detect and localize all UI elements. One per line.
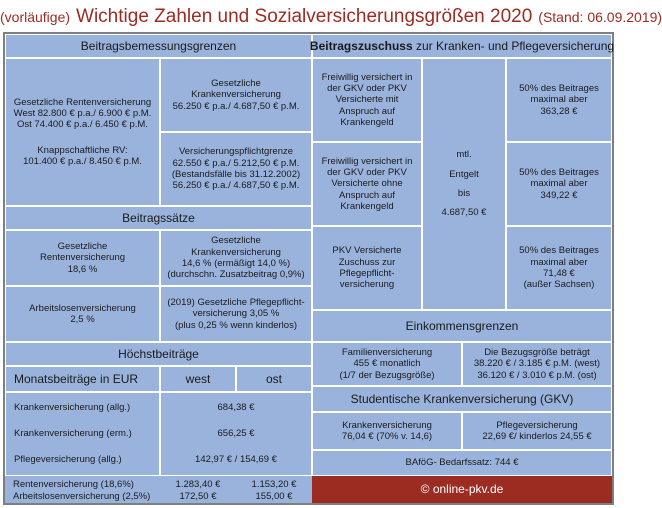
zuschuss-val3: 50% des Beitrages maximal aber 71,48 € (außer Sachsen)	[506, 226, 612, 310]
bbg-rv-cell: Gesetzliche Rentenversicherung West 82.800 € p.a./ 6.900 € p.M. Ost 74.400 € p.a./ 6.450 € p.M. Knappschaftliche RV: 101.400 € p.a./ 8.450 € p.M.	[5, 58, 160, 206]
table-row: Krankenversicherung (erm.)	[14, 428, 132, 440]
table-cell: 684,38 €	[217, 402, 255, 414]
zuschuss-val2: 50% des Beitrages maximal aber 349,22 €	[506, 142, 612, 226]
hoechst-values	[160, 392, 312, 476]
studenten-pv: Pflegeversicherung 22,69 €/ kinderlos 24,55 €	[462, 412, 612, 450]
hoechst-alv-label: Arbeitslosenversicherung (2,5%)	[5, 490, 160, 503]
zuschuss-row2: Freiwillig versichert in der GKV oder PKV Versicherte ohne Anspruch auf Krankengeld	[312, 142, 422, 226]
bbg-kv-cell: Gesetzliche Krankenversicherung 56.250 € p.a./ 4.687,50 € p.M.	[160, 58, 312, 132]
header-stand: (Stand: 06.09.2019)	[538, 9, 662, 25]
einkommen-fam: Familienversicherung 455 € monatlich (1/7 der Bezugsgröße)	[312, 342, 462, 386]
hoechst-title: Höchstbeiträge	[5, 342, 312, 366]
hoechst-alv-west: 172,50 €	[160, 490, 236, 503]
zuschuss-row3: PKV Versicherte Zuschuss zur Pflegepflicht- versicherung	[312, 226, 422, 310]
einkommen-bez: Die Bezugsgröße beträgt 38.220 € / 3.185 € p.M. (west) 36.120 € / 3.010 € p.M. (ost)	[462, 342, 612, 386]
table-row: Pflegeversicherung (allg.)	[14, 454, 122, 466]
satz-kv-cell: Gesetzliche Krankenversicherung 14,6 % (ermäßigt 14,0 %) (durchschn. Zusatzbeitrag 0,9%)	[160, 230, 312, 286]
hoechst-west-header: west	[160, 366, 236, 392]
table-row: Krankenversicherung (allg.)	[14, 402, 131, 414]
hoechst-rv-ost: 1.153,20 €	[236, 478, 312, 492]
studenten-kv: Krankenversicherung 76,04 € (70% v. 14,6)	[312, 412, 462, 450]
zuschuss-middle: mtl. Entgelt bis 4.687,50 €	[422, 58, 506, 310]
studenten-title: Studentische Krankenversicherung (GKV)	[312, 386, 612, 412]
einkommen-title: Einkommensgrenzen	[312, 310, 612, 342]
hoechst-rv-west: 1.283,40 €	[160, 478, 236, 492]
hoechst-labels	[5, 392, 160, 476]
table-cell: 142,97 € / 154,69 €	[195, 454, 277, 466]
satz-pv-cell: (2019) Gesetzliche Pflegepflicht- versicherung 3,05 % (plus 0,25 % wenn kinderlos)	[160, 286, 312, 342]
page-header	[0, 0, 662, 34]
zuschuss-title: Beitragszuschuss zur Kranken- und Pflegeversicherung	[312, 34, 612, 58]
zuschuss-row1: Freiwillig versichert in der GKV oder PKV Versicherte mit Anspruch auf Krankengeld	[312, 58, 422, 142]
hoechst-rv-label: Rentenversicherung (18,6%)	[5, 478, 160, 492]
beitragssaetze-title: Beitragssätze	[5, 206, 312, 230]
bbg-vpg-cell: Versicherungspflichtgrenze 62.550 € p.a./ 5.212,50 € p.M. (Bestandsfälle bis 31.12.2002) 56.250 € p.a./ 4.687,50 € p.M.	[160, 132, 312, 206]
zuschuss-val1: 50% des Beitrages maximal aber 363,28 €	[506, 58, 612, 142]
header-prefix: (vorläufige)	[0, 9, 71, 25]
hoechst-alv-ost: 155,00 €	[236, 490, 312, 503]
page-title: Wichtige Zahlen und Sozialversicherungsgrößen 2020	[76, 6, 533, 27]
satz-rv-cell: Gesetzliche Rentenversicherung 18,6 %	[5, 230, 160, 286]
satz-alv-cell: Arbeitslosenversicherung 2,5 %	[5, 286, 160, 342]
hoechst-col-label: Monatsbeiträge in EUR	[5, 366, 160, 392]
content-frame	[3, 32, 614, 505]
bafoeg-cell: BAföG- Bedarfssatz: 744 €	[312, 450, 612, 476]
footer-copyright[interactable]: © online-pkv.de	[312, 476, 612, 503]
table-cell: 656,25 €	[217, 428, 255, 440]
hoechst-ost-header: ost	[236, 366, 312, 392]
bbg-title: Beitragsbemessungsgrenzen	[5, 34, 312, 58]
